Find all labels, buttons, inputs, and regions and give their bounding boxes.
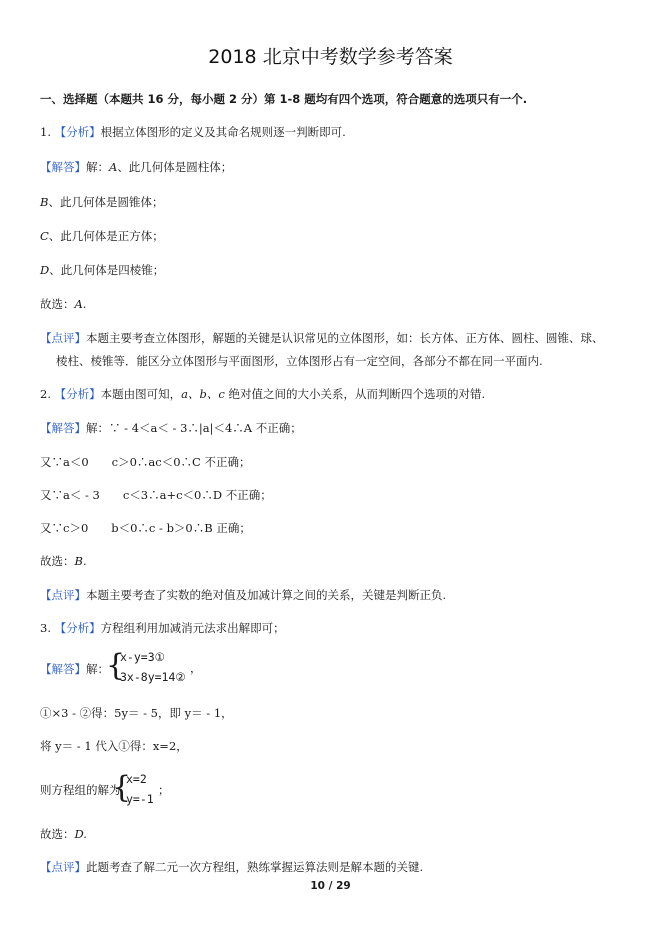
q1-d-text: 、此几何体是四棱锥；	[49, 263, 165, 277]
q2-answer-text: 解：∵ - 4＜a＜ - 3∴|a|＜4∴A 不正确；	[86, 421, 302, 435]
q1-analysis-text: 根据立体图形的定义及其命名规则逐一判断即可.	[100, 125, 346, 139]
q2-line-d: 又∵a＜ - 3 c＜3∴a+c＜0∴D 不正确；	[40, 488, 272, 502]
q1-d-label: D	[40, 263, 50, 277]
analysis-tag: 【分析】	[54, 621, 101, 635]
q3-answer-intro: 解：	[86, 662, 109, 676]
q2-analysis-2: 绝对值之间的大小关系，从而判断四个选项的对错.	[224, 387, 486, 401]
solution-y: y=-1	[126, 792, 154, 806]
q3-result-intro: 则方程组的解为	[40, 783, 121, 797]
equation-tail: ，	[190, 661, 202, 675]
q2-number: 2.	[40, 387, 51, 401]
left-brace: {	[112, 770, 132, 805]
q3-comment-text: 此题考查了解二元一次方程组，熟练掌握运算法则是解本题的关键.	[86, 860, 424, 874]
analysis-tag: 【分析】	[54, 125, 101, 139]
choice-prefix: 故选：	[40, 827, 75, 841]
q1-a-label: A	[109, 160, 118, 174]
answer-tag: 【解答】	[40, 662, 86, 676]
choice-prefix: 故选：	[40, 554, 75, 568]
q1-option-c	[40, 228, 164, 244]
comment-tag: 【点评】	[40, 331, 86, 345]
q3-analysis-text: 方程组利用加减消元法求出解即可；	[100, 621, 285, 635]
q3-comment	[40, 859, 423, 875]
q1-choice	[40, 296, 86, 312]
solution-x: x=2	[126, 772, 147, 786]
q1-answer	[40, 159, 232, 175]
q1-c-text: 、此几何体是正方体；	[48, 229, 164, 243]
q1-b-text: 、此几何体是圆锥体；	[48, 195, 164, 209]
solution-tail: ；	[158, 783, 170, 797]
q1-option-d	[40, 262, 164, 278]
q1-comment	[40, 330, 604, 346]
q2-answer	[40, 420, 302, 436]
q1-c-label: C	[40, 229, 49, 243]
q3-number: 3.	[40, 621, 51, 635]
equation-system	[106, 648, 226, 690]
q3-step-1: ①×3 - ②得：5y＝ - 5，即 y＝ - 1，	[40, 706, 233, 720]
q3-result	[40, 782, 121, 798]
q3-choice	[40, 826, 87, 842]
q1-answer-intro: 解：	[86, 160, 109, 174]
equation-2: 3x-8y=14②	[120, 670, 186, 684]
q2-comment	[40, 587, 446, 603]
q2-analysis-vars: a、b、c	[181, 387, 225, 401]
q2-choice-value: B.	[74, 554, 87, 568]
page-title: 2018 北京中考数学参考答案	[208, 46, 453, 68]
section-heading: 一、选择题（本题共 16 分，每小题 2 分）第 1-8 题均有四个选项，符合题意的选项只有一个.	[40, 92, 528, 106]
comment-tag: 【点评】	[40, 588, 86, 602]
q2-choice	[40, 553, 87, 569]
q1-number: 1.	[40, 125, 51, 139]
q1-analysis	[40, 124, 346, 140]
answer-tag: 【解答】	[40, 421, 86, 435]
q1-comment-cont: 棱柱、棱锥等．能区分立体图形与平面图形，立体图形占有一定空间，各部分不都在同一平面内.	[56, 354, 543, 368]
answer-tag: 【解答】	[40, 160, 86, 174]
q1-choice-value: A.	[74, 297, 87, 311]
q1-b-label: B	[40, 195, 49, 209]
q2-analysis	[40, 386, 485, 402]
page-number: 10 / 29	[310, 880, 351, 892]
left-brace: {	[106, 648, 126, 683]
q3-analysis	[40, 620, 285, 636]
q3-step-2: 将 y＝ - 1 代入①得：x=2，	[40, 739, 188, 753]
q2-comment-text: 本题主要考查了实数的绝对值及加减计算之间的关系，关键是判断正负.	[86, 588, 447, 602]
analysis-tag: 【分析】	[54, 387, 101, 401]
q2-analysis-1: 本题由图可知，	[100, 387, 182, 401]
q3-choice-value: D.	[74, 827, 87, 841]
equation-1: x-y=3①	[120, 650, 165, 664]
q1-option-b	[40, 194, 163, 210]
q1-comment-1: 本题主要考查立体图形，解题的关键是认识常见的立体图形，如：长方体、正方体、圆柱、圆锥、球、	[86, 331, 604, 345]
q1-a-text: 、此几何体是圆柱体；	[117, 160, 233, 174]
q2-line-c: 又∵a＜0 c＞0∴ac＜0∴C 不正确；	[40, 455, 251, 469]
q3-answer	[40, 661, 109, 677]
solution-system	[112, 770, 172, 812]
comment-tag: 【点评】	[40, 860, 86, 874]
choice-prefix: 故选：	[40, 297, 75, 311]
q2-line-b: 又∵c＞0 b＜0∴c - b＞0∴B 正确；	[40, 521, 251, 535]
